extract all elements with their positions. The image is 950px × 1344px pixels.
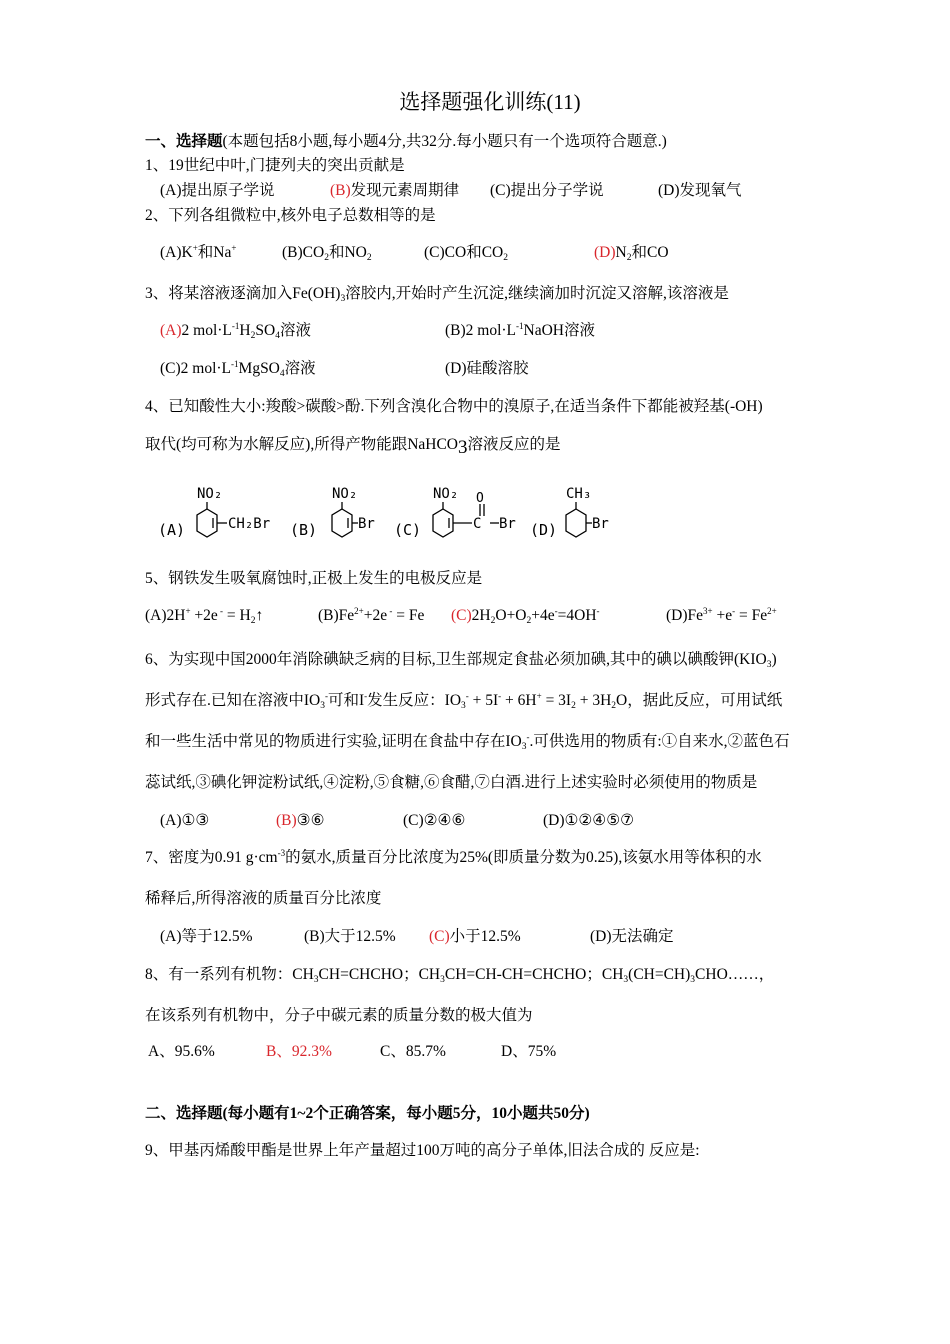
q5-option-a: (A)2H+ +2e $^- = H_2↑$ — [145, 606, 264, 626]
section-2-header — [145, 1104, 590, 1124]
q6-option-b: (B)③⑥ — [276, 812, 325, 829]
svg-text:NO₂: NO₂ — [433, 486, 459, 502]
q3-option-b: (B)2 $mol\cdot L^{-1}NaOH$溶液 — [445, 321, 595, 339]
q6-option-a: (A)①③ — [160, 812, 210, 829]
q6-answer-letter: (B) — [276, 812, 297, 829]
q2-option-c: (C)CO和$CO_2$ — [424, 244, 508, 263]
question-4-line-1: 4、已知酸性大小:羧酸>碳酸>酚.下列含溴化合物中的溴原子,在适当条件下都能被羟基(-OH) — [145, 398, 763, 415]
section-2-label: 二、选择题 — [145, 1105, 223, 1122]
q2-option-d: $(D)N_2$和CO — [594, 244, 669, 263]
q6-option-c: (C)②④⑥ — [403, 812, 466, 829]
structure-b — [290, 486, 375, 539]
structure-a — [158, 486, 270, 539]
question-8-line-1: 8、有一系列有机物：$CH_3CH=CHCHO$；$CH_3CH=CH-CH=CHCHO$；$CH_3(CH=CH)_3CHO\dots\dots$， — [145, 966, 775, 985]
q1-option-c: (C)提出分子学说 — [490, 182, 604, 199]
q2-answer-letter: (D) — [594, 244, 616, 261]
question-3-stem: 3、将某溶液逐滴加入$Fe(OH)_3$溶胶内,开始时产生沉淀,继续滴加时沉淀又溶解,该溶液是 — [145, 285, 729, 304]
q8-option-a: A、95.6% — [148, 1043, 215, 1060]
q1-option-d: (D)发现氧气 — [658, 182, 742, 199]
svg-text:CH₃: CH₃ — [566, 486, 592, 502]
section-1-label: 一、选择题 — [145, 133, 223, 150]
question-6-line-1: 6、为实现中国2000年消除碘缺乏病的目标,卫生部规定食盐必须加碘,其中的碘以碘酸钾$(KIO_3)$ — [145, 651, 777, 670]
svg-text:NO₂: NO₂ — [197, 486, 223, 502]
question-4-line-2: 取代(均可称为水解反应),所得产物能跟NaHCO$_3$溶液反应的是 — [145, 436, 561, 458]
q3-option-a: (A)2 $mol\cdot L^{-1}H_2SO_4$溶液 — [160, 321, 311, 341]
section-1-header — [145, 132, 667, 152]
question-6-line-2: 形式存在.已知在溶液中$IO_3^-$可和I-发生反应：$IO_3^- + 5I^- + 6H^+ = 3I_2 + 3H_2O$，据此反应，可用试纸 — [145, 691, 783, 711]
q5-option-d: $(D)Fe^{3+} +e^- = Fe^{2+}$ — [666, 606, 777, 624]
svg-text:(A): (A) — [158, 521, 186, 539]
q8-option-c: C、85.7% — [380, 1043, 446, 1060]
svg-text:Br: Br — [499, 516, 516, 532]
page-title: 选择题强化训练(11) — [399, 90, 581, 114]
svg-text:CH₂Br: CH₂Br — [228, 516, 271, 532]
q7-option-a: (A)等于12.5% — [160, 928, 253, 945]
q5-option-c: $(C)2H_2O+O_2+4e^-=4OH^-$ — [451, 606, 600, 626]
q8-option-d: D、75% — [501, 1043, 557, 1060]
svg-text:C: C — [473, 516, 482, 532]
question-7-line-1: 7、密度为0.91 $g\cdot cm^{-3}$的氨水,质量百分比浓度为25%(即质量分数为0.25),该氨水用等体积的水 — [145, 848, 762, 866]
q3-answer-letter: (A) — [160, 322, 182, 339]
q1-option-b: (B)发现元素周期律 — [330, 182, 460, 199]
structure-d — [530, 486, 609, 539]
q7-option-d: (D)无法确定 — [590, 928, 674, 945]
question-6-line-3: 和一些生活中常见的物质进行实验,证明在食盐中存在$IO_3^-$.可供选用的物质有:①自来水,②蓝色石 — [145, 732, 790, 752]
question-2-stem: 2、下列各组微粒中,核外电子总数相等的是 — [145, 207, 436, 224]
q2-option-a: (A)K+和Na+ — [160, 243, 237, 261]
question-7-line-2: 稀释后,所得溶液的质量百分比浓度 — [145, 890, 382, 907]
q8-option-b: B、92.3% — [266, 1043, 332, 1060]
q5-option-b: $(B)Fe^{2+}+2e$ - = Fe — [318, 606, 425, 624]
section-2-desc: (每小题有1~2个正确答案，每小题5分，10小题共50分) — [222, 1105, 590, 1122]
svg-text:(B): (B) — [290, 521, 318, 539]
q5-answer-letter: (C) — [451, 607, 472, 624]
svg-text:NO₂: NO₂ — [332, 486, 358, 502]
q1-option-a: (A)提出原子学说 — [160, 182, 275, 199]
q2-option-b: $(B)CO_2$和$NO_2$ — [282, 244, 372, 263]
svg-text:Br: Br — [358, 516, 375, 532]
q7-answer-letter: (C) — [429, 928, 450, 945]
q3-option-c: (C)2 $mol\cdot L^{-1}MgSO_4$溶液 — [160, 359, 316, 379]
question-6-line-4: 蕊试纸,③碘化钾淀粉试纸,④淀粉,⑤食糖,⑥食醋,⑦白酒.进行上述实验时必须使用的物质是 — [145, 774, 758, 791]
q7-option-b: (B)大于12.5% — [304, 928, 396, 945]
section-1-desc: (本题包括8小题,每小题4分,共32分.每小题只有一个选项符合题意.) — [222, 133, 667, 150]
q3-option-d: (D)硅酸溶胶 — [445, 360, 529, 377]
q7-option-c: (C)小于12.5% — [429, 928, 521, 945]
svg-text:O: O — [476, 491, 484, 506]
question-8-line-2: 在该系列有机物中，分子中碳元素的质量分数的极大值为 — [145, 1007, 533, 1024]
q1-answer-letter: (B) — [330, 182, 351, 199]
structure-c — [394, 486, 516, 539]
question-1-stem: 1、19世纪中叶,门捷列夫的突出贡献是 — [145, 157, 405, 174]
question-9-stem: 9、甲基丙烯酸甲酯是世界上年产量超过100万吨的高分子单体,旧法合成的 反应是: — [145, 1142, 700, 1159]
svg-text:(D): (D) — [530, 521, 558, 539]
svg-text:(C): (C) — [394, 521, 422, 539]
svg-text:Br: Br — [592, 516, 609, 532]
question-5-stem: 5、钢铁发生吸氧腐蚀时,正极上发生的电极反应是 — [145, 570, 483, 587]
q4-structures — [150, 478, 630, 554]
q6-option-d: (D)①②④⑤⑦ — [543, 812, 634, 829]
